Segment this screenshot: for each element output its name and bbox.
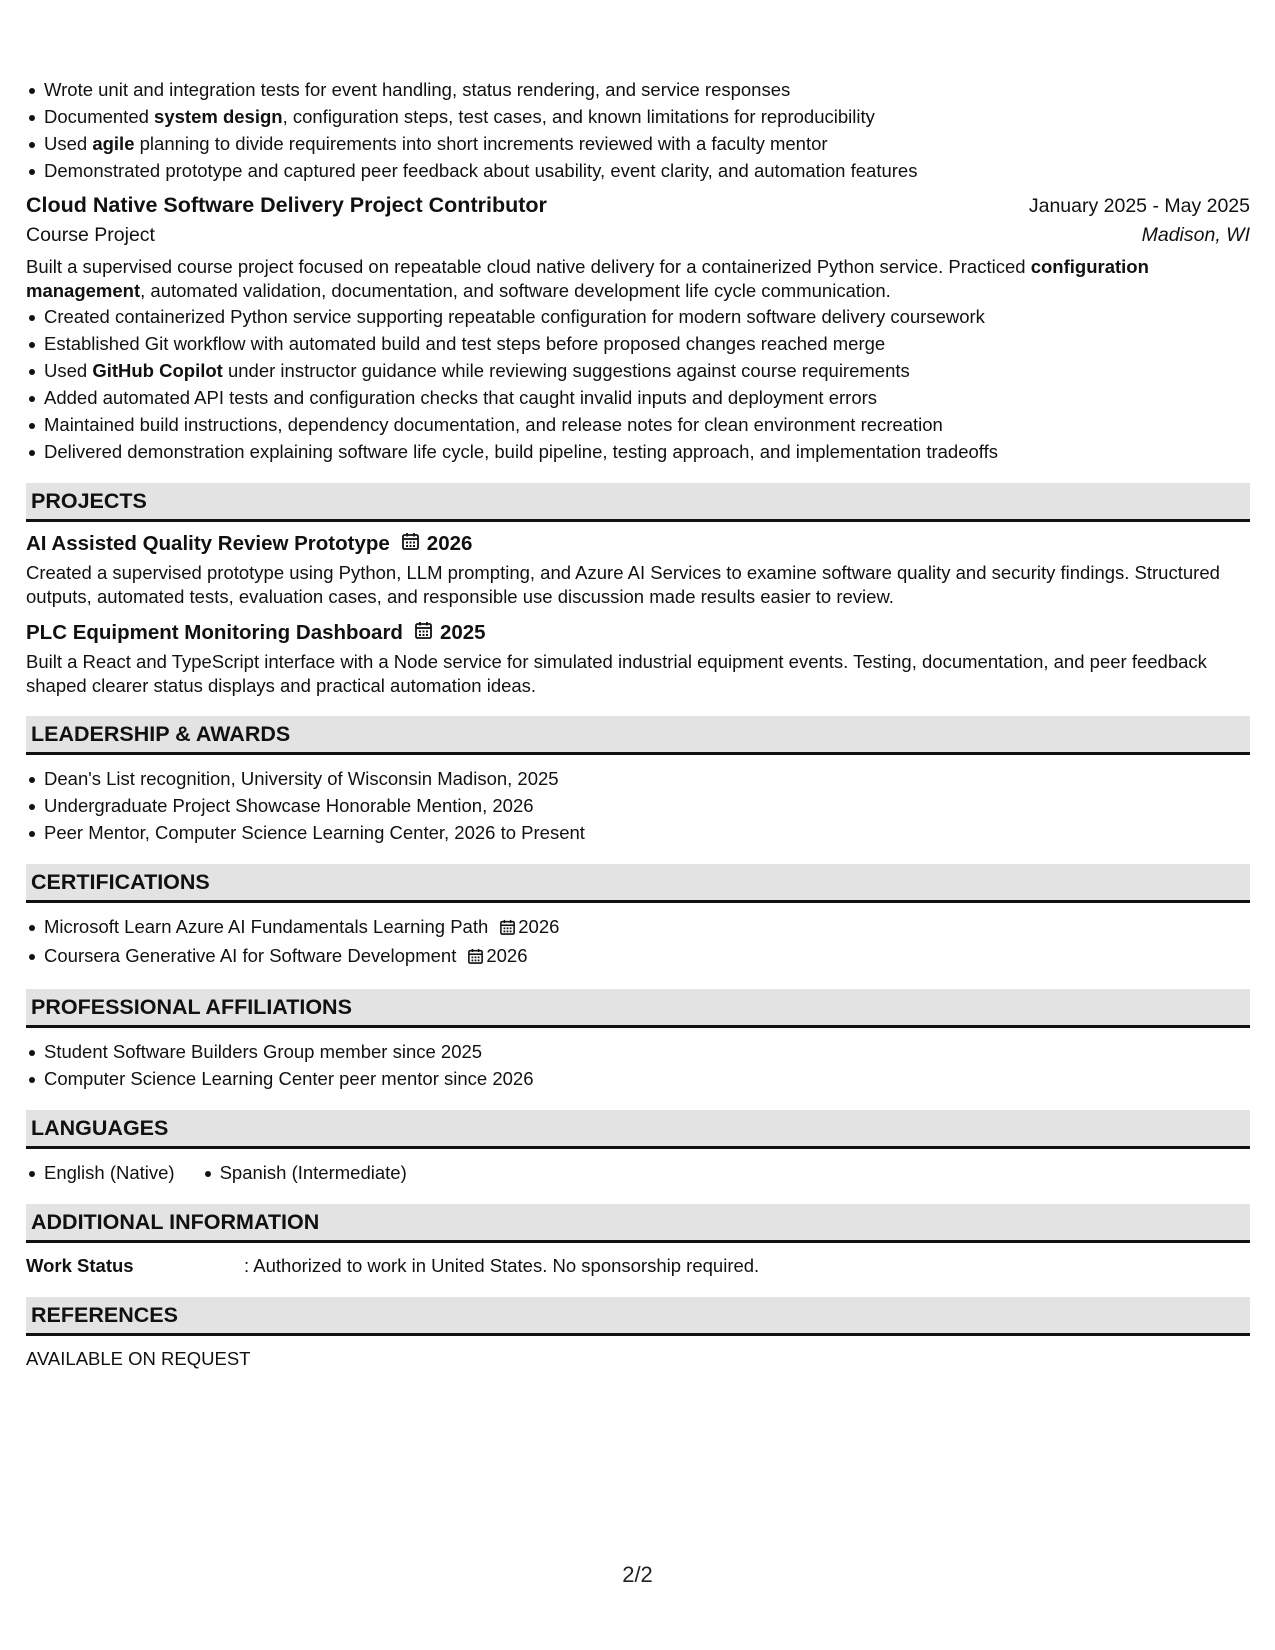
emphasis-text: GitHub Copilot [92,360,223,381]
list-item: Used GitHub Copilot under instructor guidance while reviewing suggestions against course requirements [44,357,1250,384]
job-description: Built a supervised course project focused on repeatable cloud native delivery for a containerized Python service. Practiced configuration management, automated validation, documentation, and software development life cycle communication. [26,256,1149,301]
section-header-languages: LANGUAGES [26,1110,1250,1149]
list-item: Demonstrated prototype and captured peer feedback about usability, event clarity, and automation features [44,157,1250,184]
job-dates: January 2025 - May 2025 [1028,195,1250,217]
section-header-affiliations: PROFESSIONAL AFFILIATIONS [26,989,1250,1028]
list-item: Maintained build instructions, dependency documentation, and release notes for clean environment recreation [44,411,1250,438]
emphasis-text: system design [154,106,283,127]
job-bullets [26,303,1250,465]
certification-year: 2026 [486,945,528,966]
project-year: 2026 [426,532,473,555]
job-subtitle: Course Project [26,224,155,246]
languages-list [26,1159,1250,1186]
emphasis-text: configuration management [26,256,1149,301]
certification-year: 2026 [518,916,560,937]
list-item: Documented system design, configuration steps, test cases, and known limitations for reproducibility [44,103,1250,130]
certification-name: Microsoft Learn Azure AI Fundamentals Learning Path [44,916,489,937]
list-item: English (Native) [44,1159,175,1186]
calendar-icon [415,621,432,645]
job-title: Cloud Native Software Delivery Project Contributor [26,193,547,217]
project-name: AI Assisted Quality Review Prototype [26,532,390,555]
list-item: Wrote unit and integration tests for event handling, status rendering, and service responses [44,76,1250,103]
section-header-additional: ADDITIONAL INFORMATION [26,1204,1250,1243]
list-item [44,913,1250,942]
list-item: Computer Science Learning Center peer mentor since 2026 [44,1065,1250,1092]
list-item: Delivered demonstration explaining software life cycle, build pipeline, testing approach, and implementation tradeoffs [44,438,1250,465]
section-header-references: REFERENCES [26,1297,1250,1336]
list-item: Student Software Builders Group member since 2025 [44,1038,1250,1065]
list-item: Dean's List recognition, University of Wisconsin Madison, 2025 [44,765,1250,792]
leadership-list [26,765,1250,846]
work-status-label: Work Status [26,1255,134,1276]
emphasis-text: agile [92,133,135,154]
list-item: Spanish (Intermediate) [220,1159,407,1186]
project-name: PLC Equipment Monitoring Dashboard [26,621,403,644]
certifications-list [26,913,1250,971]
list-item: Created containerized Python service supporting repeatable configuration for modern software delivery coursework [44,303,1250,330]
project-description: Created a supervised prototype using Python, LLM prompting, and Azure AI Services to examine software quality and security findings. Structured outputs, automated tests, evaluation cases, and responsible use discussion made results easier to review. [26,562,1220,607]
section-header-leadership: LEADERSHIP & AWARDS [26,716,1250,755]
project-description: Built a React and TypeScript interface with a Node service for simulated industrial equipment events. Testing, documentation, and peer feedback shaped clearer status displays and practical automation ideas. [26,651,1207,696]
list-item: Undergraduate Project Showcase Honorable Mention, 2026 [44,792,1250,819]
list-item: Added automated API tests and configuration checks that caught invalid inputs and deployment errors [44,384,1250,411]
project-year: 2025 [439,621,486,644]
resume-page [26,76,1250,1372]
job-location: Madison, WI [1141,224,1250,246]
calendar-icon [402,532,419,556]
affiliations-list [26,1038,1250,1092]
page-number: 2/2 [622,1562,653,1587]
project-entry [26,532,1250,609]
job-entry [26,193,1250,465]
project-entry [26,621,1250,698]
certification-name: Coursera Generative AI for Software Development [44,945,457,966]
list-item: Established Git workflow with automated build and test steps before proposed changes reached merge [44,330,1250,357]
previous-job-bullets [26,76,1250,184]
list-item: Peer Mentor, Computer Science Learning Center, 2026 to Present [44,819,1250,846]
work-status-value: : Authorized to work in United States. No sponsorship required. [244,1255,760,1276]
calendar-icon [500,915,515,942]
references-text: AVAILABLE ON REQUEST [26,1348,251,1369]
list-item: Used agile planning to divide requirements into short increments reviewed with a faculty mentor [44,130,1250,157]
calendar-icon [468,944,483,971]
list-item [44,942,1250,971]
work-status-row [26,1253,1250,1279]
section-header-projects: PROJECTS [26,483,1250,522]
section-header-certifications: CERTIFICATIONS [26,864,1250,903]
